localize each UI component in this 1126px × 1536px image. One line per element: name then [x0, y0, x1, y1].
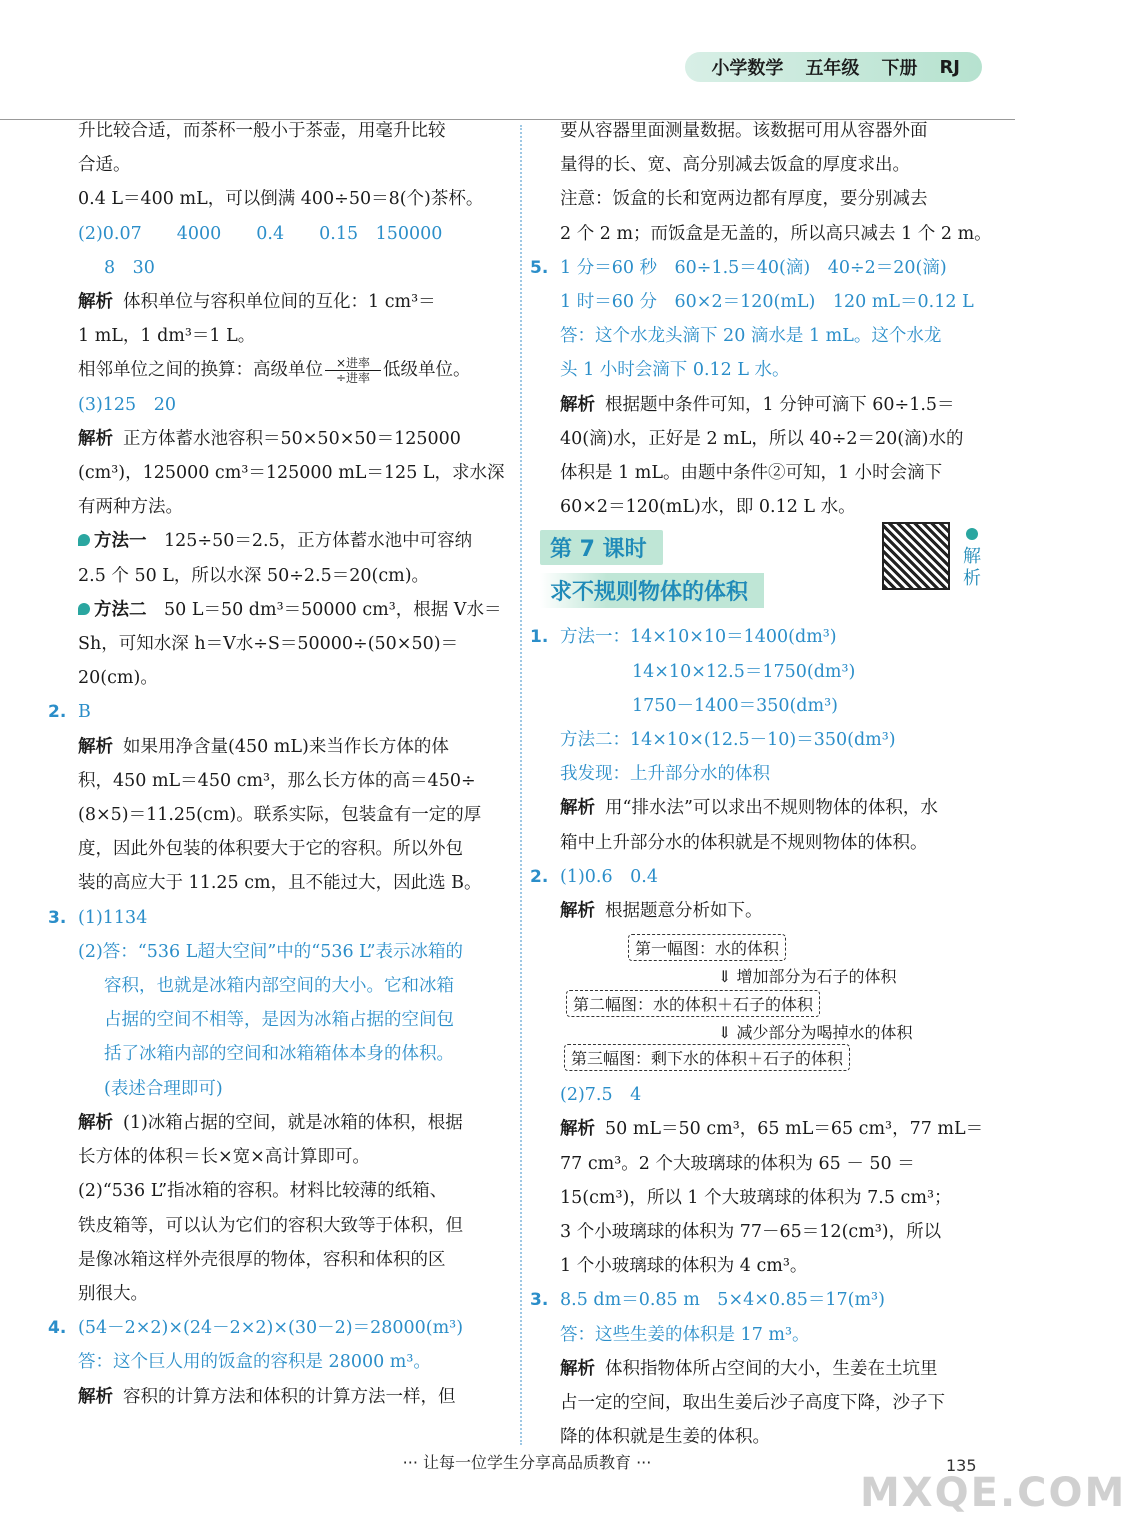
text-line: 占一定的空间，取出生姜后沙子高度下降，沙子下: [560, 1393, 945, 1414]
analysis-line: [78, 285, 508, 319]
conversion-line: [78, 353, 508, 387]
answer-line: (表述合理即可): [104, 1078, 223, 1099]
question-number: 3.: [48, 907, 67, 928]
answer-line: 答：这个巨人用的饭盒的容积是 28000 m³。: [78, 1352, 431, 1373]
text: 正方体蓄水池容积＝50×50×50＝125000: [123, 428, 461, 449]
answer: 1 分＝60 秒 60÷1.5＝40(滴) 40÷2＝20(滴): [560, 257, 947, 278]
answer-line: 14×10×12.5＝1750(dm³): [632, 661, 856, 682]
text-line: 体积是 1 mL。由题中条件②可知，1 小时会滴下: [560, 463, 943, 484]
conversion-arrows: [325, 356, 381, 385]
text: 用“排水法”可以求出不规则物体的体积，水: [605, 798, 938, 819]
qr-label-text: 解析: [963, 546, 981, 590]
answer-line: 8 30: [104, 257, 155, 278]
lesson-title: 求不规则物体的体积: [540, 573, 764, 608]
text-line: 量得的长、宽、高分别减去饭盒的厚度求出。: [560, 155, 910, 176]
frac-bottom: ÷进率: [335, 371, 371, 386]
frac-top: ×进率: [335, 356, 371, 371]
answer: B: [78, 702, 91, 723]
text-line: 3 个小玻璃球的体积为 77－65＝12(cm³)，所以: [560, 1222, 942, 1243]
text: 体积单位与容积单位间的互化：1 cm³＝: [123, 292, 436, 313]
question-2: [48, 695, 508, 729]
text-line: (cm³)，125000 cm³＝125000 mL＝125 L，求水深: [78, 463, 505, 484]
text-line: 20(cm)。: [78, 668, 158, 689]
header-tag: [685, 52, 982, 82]
text-line: 合适。: [78, 155, 131, 176]
method-icon: [78, 603, 90, 615]
lesson-header: [540, 530, 990, 616]
analysis-label: 解析: [560, 1119, 595, 1140]
method-line: [78, 593, 508, 627]
method-label: 方法一: [94, 531, 147, 552]
question-number: 3.: [530, 1290, 549, 1311]
text: 相邻单位之间的换算：高级单位: [78, 360, 323, 381]
analysis-line: [78, 422, 508, 456]
text: 根据题意分析如下。: [605, 901, 763, 922]
answer: 8.5 dm＝0.85 m 5×4×0.85＝17(m³): [560, 1290, 885, 1311]
answer-line: 答：这些生姜的体积是 17 m³。: [560, 1324, 810, 1345]
question-number: 1.: [530, 627, 549, 648]
text-line: 40(滴)水，正好是 2 mL，所以 40÷2＝20(滴)水的: [560, 428, 964, 449]
text-line: 1 mL，1 dm³＝1 L。: [78, 326, 256, 347]
text-line: 别很大。: [78, 1283, 148, 1304]
text-line: 装的高应大于 11.25 cm，且不能过大，因此选 B。: [78, 873, 482, 894]
analysis-line: [78, 1380, 508, 1414]
text-line: 注意：饭盒的长和宽两边都有厚度，要分别减去: [560, 189, 928, 210]
text: 容积的计算方法和体积的计算方法一样，但: [123, 1386, 456, 1407]
grade-label: 五年级: [805, 58, 860, 79]
answer-line: (2)7.5 4: [560, 1085, 642, 1106]
diagram-note-1: [718, 964, 897, 987]
arrow: [325, 370, 381, 371]
text-line: 是像冰箱这样外壳很厚的物体，容积和体积的区: [78, 1249, 446, 1270]
analysis-line: [560, 1352, 990, 1386]
text-line: (8×5)＝11.25(cm)。联系实际，包装盒有一定的厚: [78, 805, 482, 826]
diagram-note-2: [718, 1020, 913, 1043]
text-line: 升比较合适，而茶杯一般小于茶壶，用毫升比较: [78, 121, 446, 141]
text: 体积指物体所占空间的大小，生姜在土坑里: [605, 1358, 938, 1379]
method-line: [78, 524, 508, 558]
analysis-line: [560, 388, 990, 422]
question-number: 2.: [48, 702, 67, 723]
text-line: 长方体的体积＝长×宽×高计算即可。: [78, 1147, 370, 1168]
page-number: 135: [946, 1456, 977, 1475]
text: 低级单位。: [383, 360, 471, 381]
answer: (54－2×2)×(24－2×2)×(30－2)＝28000(m³): [78, 1318, 464, 1339]
answer-line: 头 1 小时会滴下 0.12 L 水。: [560, 360, 790, 381]
answer-line: 答：这个水龙头滴下 20 滴水是 1 mL。这个水龙: [560, 326, 942, 347]
diagram-box-3: 第三幅图：剩下水的体积＋石子的体积: [564, 1044, 850, 1071]
analysis-label: 解析: [560, 1358, 595, 1379]
text: 50 L＝50 dm³＝50000 cm³，根据 V水＝: [164, 599, 502, 620]
text: (1)冰箱占据的空间，就是冰箱的体积，根据: [123, 1112, 463, 1133]
column-divider: [520, 125, 522, 1445]
text-line: 60×2＝120(mL)水，即 0.12 L 水。: [560, 497, 856, 518]
answer: (1)0.6 0.4: [560, 866, 658, 887]
lesson-number: 第 7 课时: [540, 530, 663, 565]
subject-label: 小学数学: [711, 58, 784, 79]
text-line: 2.5 个 50 L，所以水深 50÷2.5＝20(cm)。: [78, 565, 430, 586]
text: 如果用净含量(450 mL)来当作长方体的体: [123, 736, 449, 757]
answer-line: (2)0.07 4000 0.4 0.15 150000: [78, 223, 443, 244]
method-label: 方法二: [94, 599, 147, 620]
text-line: 0.4 L＝400 mL，可以倒满 400÷50＝8(个)茶杯。: [78, 189, 484, 210]
text-line: 要从容器里面测量数据。该数据可用从容器外面: [560, 121, 928, 141]
down-arrow-icon: ⇓: [718, 1023, 732, 1043]
method-icon: [78, 534, 90, 546]
text: 根据题中条件可知，1 分钟可滴下 60÷1.5＝: [605, 394, 955, 415]
text-line: 2 个 2 m；而饭盒是无盖的，所以高只减去 1 个 2 m。: [560, 223, 992, 244]
left-column: [48, 114, 508, 1414]
analysis-label: 解析: [560, 394, 595, 415]
answer: 方法一：14×10×10＝1400(dm³): [560, 627, 837, 648]
down-arrow-icon: ⇓: [718, 967, 732, 987]
answer-line: 括了冰箱内部的空间和冰箱箱体本身的体积。: [104, 1044, 454, 1065]
analysis-label: 解析: [78, 428, 113, 449]
analysis-line: [78, 730, 508, 764]
edition-label: RJ: [939, 56, 960, 78]
analysis-label: 解析: [560, 901, 595, 922]
diagram-box-2: 第二幅图：水的体积＋石子的体积: [566, 990, 820, 1017]
analysis-label: 解析: [78, 1112, 113, 1133]
analysis-line: [560, 791, 990, 825]
qr-label: [960, 524, 984, 590]
text-line: 铁皮箱等，可以认为它们的容积大致等于体积，但: [78, 1215, 463, 1236]
question-number: 2.: [530, 866, 549, 887]
text-line: 积，450 mL＝450 cm³，那么长方体的高＝450÷: [78, 770, 476, 791]
text-line: 箱中上升部分水的体积就是不规则物体的体积。: [560, 832, 928, 853]
analysis-label: 解析: [78, 736, 113, 757]
volume-label: 下册: [881, 58, 918, 79]
analysis-line: [560, 1112, 990, 1146]
qr-code-icon[interactable]: [882, 522, 950, 590]
footer-slogan: ··· 让每一位学生分享高品质教育 ···: [402, 1453, 652, 1472]
question-1: [530, 620, 990, 654]
text-line: 降的体积就是生姜的体积。: [560, 1427, 770, 1448]
text-line: 度，因此外包装的体积要大于它的容积。所以外包: [78, 839, 463, 860]
analysis-line: [560, 894, 990, 928]
text-line: 77 cm³。2 个大玻璃球的体积为 65 － 50 ＝: [560, 1153, 915, 1174]
text: 50 mL＝50 cm³，65 mL＝65 cm³，77 mL＝: [605, 1119, 984, 1140]
answer-line: 1750－1400＝350(dm³): [632, 695, 838, 716]
analysis-diagram: [560, 928, 990, 1069]
answer-line: 容积，也就是冰箱内部空间的大小。它和冰箱: [104, 976, 454, 997]
answer-line: (3)125 20: [78, 394, 176, 415]
question-3: [48, 901, 508, 935]
answer-line: 1 时＝60 分 60×2＝120(mL) 120 mL＝0.12 L: [560, 292, 974, 313]
question-number: 5.: [530, 257, 549, 278]
text-line: 1 个小玻璃球的体积为 4 cm³。: [560, 1256, 808, 1277]
analysis-label: 解析: [78, 1386, 113, 1407]
text: 125÷50＝2.5，正方体蓄水池中可容纳: [164, 531, 473, 552]
answer: (1)1134: [78, 907, 148, 928]
note-text: 减少部分为喝掉水的体积: [736, 1023, 913, 1043]
answer-line: (2)答：“536 L超大空间”中的“536 L”表示冰箱的: [78, 941, 464, 962]
answer-line: 占据的空间不相等，是因为冰箱占据的空间包: [104, 1010, 454, 1031]
answer-line: 我发现：上升部分水的体积: [560, 764, 770, 785]
text-line: (2)“536 L”指冰箱的容积。材料比较薄的纸箱、: [78, 1181, 448, 1202]
analysis-label: 解析: [560, 798, 595, 819]
question-5: [530, 251, 990, 285]
watermark: MXQE.COM: [860, 1470, 1126, 1516]
play-icon: [966, 528, 978, 540]
analysis-label: 解析: [78, 292, 113, 313]
question-3: [530, 1283, 990, 1317]
question-number: 4.: [48, 1318, 67, 1339]
analysis-line: [78, 1106, 508, 1140]
diagram-box-1: 第一幅图：水的体积: [628, 934, 786, 961]
text-line: 有两种方法。: [78, 497, 183, 518]
note-text: 增加部分为石子的体积: [736, 967, 897, 987]
question-2: [530, 860, 990, 894]
question-4: [48, 1311, 508, 1345]
text-line: 15(cm³)，所以 1 个大玻璃球的体积为 7.5 cm³；: [560, 1187, 952, 1208]
answer-line: 方法二：14×10×(12.5－10)＝350(dm³): [560, 730, 896, 751]
right-column: [530, 114, 992, 1455]
text-line: Sh，可知水深 h＝V水÷S＝50000÷(50×50)＝: [78, 634, 459, 655]
